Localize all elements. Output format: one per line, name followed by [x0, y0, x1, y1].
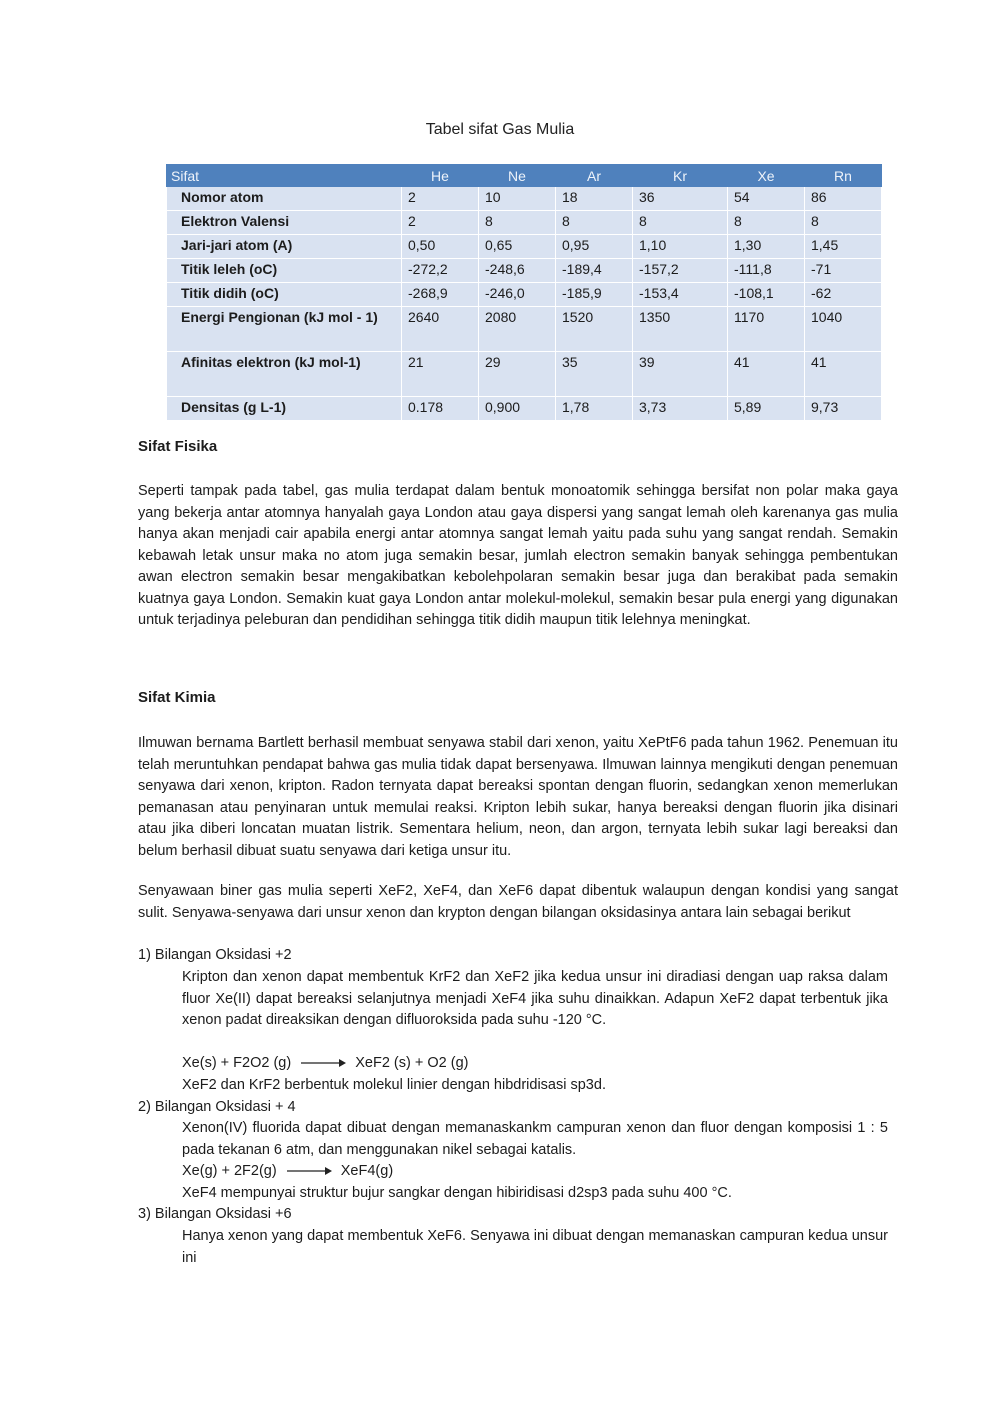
table-cell: -189,4 — [556, 259, 633, 283]
oxidation-heading-6: 3) Bilangan Oksidasi +6 — [138, 1206, 292, 1222]
table-cell: 1,30 — [728, 235, 805, 259]
table-cell: -185,9 — [556, 283, 633, 307]
noble-gas-properties-table — [166, 164, 882, 421]
header-cell: Kr — [633, 165, 728, 187]
oxidation-note-4: XeF4 mempunyai struktur bujur sangkar dengan hibiridisasi d2sp3 pada suhu 400 °C. — [182, 1185, 732, 1201]
row-label: Nomor atom — [167, 187, 402, 211]
oxidation-heading-2: 1) Bilangan Oksidasi +2 — [138, 947, 292, 963]
table-cell: 1,78 — [556, 397, 633, 421]
table-header-row — [167, 165, 882, 187]
table-cell: -272,2 — [402, 259, 479, 283]
table-cell: 0,900 — [479, 397, 556, 421]
table-cell: 1520 — [556, 307, 633, 352]
table-cell: 0.178 — [402, 397, 479, 421]
table-cell: -62 — [805, 283, 882, 307]
table-row — [167, 307, 882, 352]
table-cell: 8 — [479, 211, 556, 235]
header-cell: He — [402, 165, 479, 187]
equation-right: XeF4(g) — [340, 1163, 394, 1179]
equation-left: Xe(s) + F2O2 (g) — [182, 1055, 292, 1071]
table-cell: -248,6 — [479, 259, 556, 283]
table-cell: 9,73 — [805, 397, 882, 421]
table-cell: -111,8 — [728, 259, 805, 283]
table-row — [167, 211, 882, 235]
header-cell: Sifat — [167, 165, 402, 187]
table-cell: 36 — [633, 187, 728, 211]
table-cell: 8 — [633, 211, 728, 235]
row-label: Densitas (g L-1) — [167, 397, 402, 421]
table-cell: -246,0 — [479, 283, 556, 307]
reaction-equation-2 — [182, 1161, 393, 1183]
oxidation-heading-4: 2) Bilangan Oksidasi + 4 — [138, 1099, 296, 1115]
table-cell: 54 — [728, 187, 805, 211]
table-cell: -268,9 — [402, 283, 479, 307]
table-cell: 39 — [633, 352, 728, 397]
table-cell: 0,50 — [402, 235, 479, 259]
table-cell: 1350 — [633, 307, 728, 352]
table-cell: 8 — [556, 211, 633, 235]
table-cell: 8 — [728, 211, 805, 235]
table-cell: 21 — [402, 352, 479, 397]
oxidation-note-2: XeF2 dan KrF2 berbentuk molekul linier dengan hibdridisasi sp3d. — [182, 1077, 606, 1093]
equation-right: XeF2 (s) + O2 (g) — [355, 1055, 469, 1071]
oxidation-text-6: Hanya xenon yang dapat membentuk XeF6. Senyawa ini dibuat dengan memanaskan campuran kedua unsur ini — [182, 1228, 888, 1266]
table-cell: 3,73 — [633, 397, 728, 421]
table-cell: 0,95 — [556, 235, 633, 259]
row-label: Jari-jari atom (A) — [167, 235, 402, 259]
table-cell: -108,1 — [728, 283, 805, 307]
table-title: Tabel sifat Gas Mulia — [425, 121, 575, 138]
oxidation-text-4: Xenon(IV) fluorida dapat dibuat dengan memanaskankm campuran xenon dan fluor dengan komposisi 1 : 5 pada tekanan 6 atm, dan menggunakan nikel sebagai katalis. — [182, 1120, 888, 1158]
equation-left: Xe(g) + 2F2(g) — [182, 1163, 277, 1179]
table-cell: 35 — [556, 352, 633, 397]
reaction-equation-1 — [182, 1053, 468, 1075]
row-label: Elektron Valensi — [167, 211, 402, 235]
table-row — [167, 283, 882, 307]
section-heading-fisika: Sifat Fisika — [138, 438, 218, 455]
table-cell: -71 — [805, 259, 882, 283]
paragraph-kimia-2: Senyawaan biner gas mulia seperti XeF2, XeF4, dan XeF6 dapat dibentuk walaupun dengan kondisi yang sangat sulit. Senyawa-senyawa dari unsur xenon dan krypton dengan bilangan oksidasinya antara lain sebagai berikut — [138, 883, 898, 921]
row-label: Titik didih (oC) — [167, 283, 402, 307]
table-cell: -157,2 — [633, 259, 728, 283]
table-row — [167, 352, 882, 397]
row-label: Titik leleh (oC) — [167, 259, 402, 283]
header-cell: Rn — [805, 165, 882, 187]
paragraph-fisika: Seperti tampak pada tabel, gas mulia terdapat dalam bentuk monoatomik sehingga bersifat non polar maka gaya yang bekerja antar atomnya hanyalah gaya London atau gaya dispersi yang sangat lemah oleh karenanya gas mulia hanya akan menjadi cair apabila energi antar atomnya sangat lemah yaitu pada suhu yang sangat rendah. Semakin kebawah letak unsur maka no atom juga semakin besar, jumlah electron semakin banyak sehingga pembentukan awan electron semakin besar mengakibatkan kebolehpolaran semakin besar juga dan berakibat pada semakin kuatnya gaya London. Semakin kuat gaya London antar molekul-molekul, semakin besar pula energi yang digunakan untuk terjadinya peleburan dan pendidihan sehingga titik didih maupun titik lelehnya meningkat. — [138, 483, 898, 628]
table-cell: 2 — [402, 187, 479, 211]
header-cell: Ar — [556, 165, 633, 187]
table-cell: 5,89 — [728, 397, 805, 421]
section-heading-kimia: Sifat Kimia — [138, 689, 216, 706]
table-cell: -153,4 — [633, 283, 728, 307]
table-cell: 8 — [805, 211, 882, 235]
table-row — [167, 235, 882, 259]
table-row — [167, 259, 882, 283]
table-row — [167, 187, 882, 211]
oxidation-text-2: Kripton dan xenon dapat membentuk KrF2 dan XeF2 jika kedua unsur ini diradiasi dengan uap raksa dalam fluor Xe(II) dapat bereaksi selanjutnya menjadi XeF4 jika suhu dinaikkan. Adapun XeF2 dapat terbentuk jika xenon padat direaksikan dengan difluoroksida pada suhu -120 °C. — [182, 969, 888, 1028]
table-cell: 2 — [402, 211, 479, 235]
header-cell: Xe — [728, 165, 805, 187]
table-cell: 1170 — [728, 307, 805, 352]
table-cell: 86 — [805, 187, 882, 211]
table-cell: 0,65 — [479, 235, 556, 259]
header-cell: Ne — [479, 165, 556, 187]
table-cell: 18 — [556, 187, 633, 211]
table-cell: 1,10 — [633, 235, 728, 259]
row-label: Afinitas elektron (kJ mol-1) — [167, 352, 402, 397]
table-cell: 2640 — [402, 307, 479, 352]
reaction-arrow-icon — [285, 1166, 333, 1176]
table-row — [167, 397, 882, 421]
table-cell: 1040 — [805, 307, 882, 352]
reaction-arrow-icon — [299, 1058, 347, 1068]
table-cell: 2080 — [479, 307, 556, 352]
paragraph-kimia-1: Ilmuwan bernama Bartlett berhasil membuat senyawa stabil dari xenon, yaitu XePtF6 pada tahun 1962. Penemuan itu telah meruntuhkan pendapat bahwa gas mulia tidak dapat bersenyawa. Ilmuwan lainnya mengikuti dengan penemuan senyawa dari xenon, kripton. Radon ternyata dapat bereaksi spontan dengan fluorin, sedangkan xenon memerlukan pemanasan atau penyinaran untuk memulai reaksi. Kripton lebih sukar, hanya bereaksi dengan fluorin jika disinari atau jika diberi loncatan muatan listrik. Sementara helium, neon, dan argon, ternyata lebih sukar lagi bereaksi dan belum berhasil dibuat suatu senyawa dari ketiga unsur itu. — [138, 735, 898, 859]
table-cell: 1,45 — [805, 235, 882, 259]
table-cell: 29 — [479, 352, 556, 397]
table-cell: 10 — [479, 187, 556, 211]
table-cell: 41 — [805, 352, 882, 397]
row-label: Energi Pengionan (kJ mol - 1) — [167, 307, 402, 352]
table-cell: 41 — [728, 352, 805, 397]
